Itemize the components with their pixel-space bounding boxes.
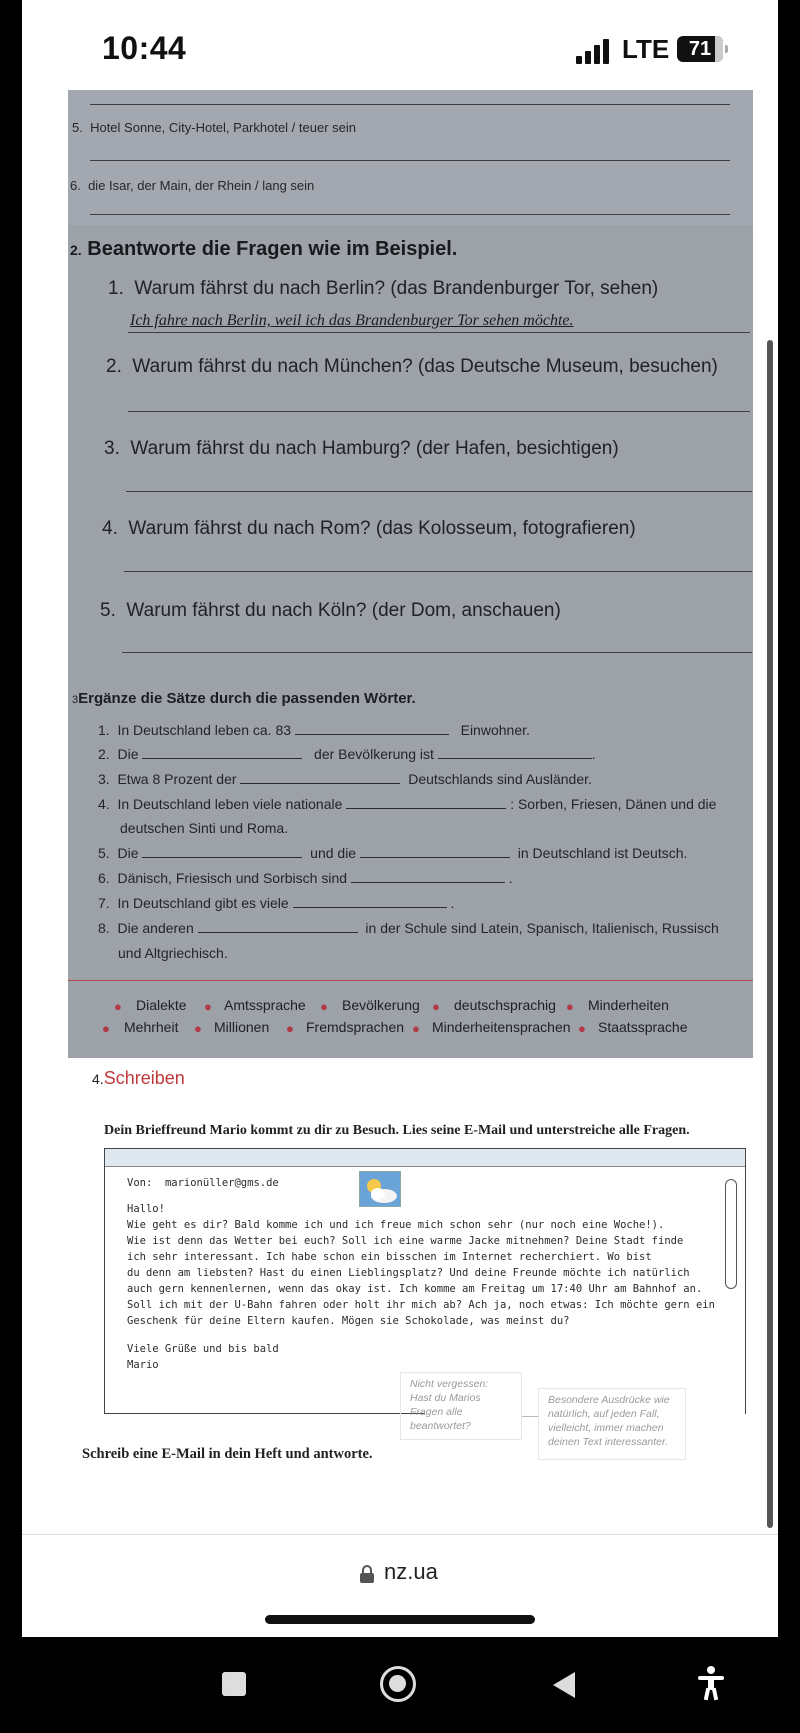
recents-button[interactable] [222, 1672, 246, 1696]
email-line: Hallo! [127, 1203, 165, 1215]
ex3-item-7: 7. In Deutschland gibt es viele . [98, 895, 455, 911]
battery-level: 71 [688, 38, 712, 60]
ex3-item-3: 3. Etwa 8 Prozent der Deutschlands sind Ausländer. [98, 771, 592, 787]
word-bank-item: Dialekte [136, 997, 187, 1013]
email-title-bar [105, 1149, 745, 1167]
ex1-item-6: 6. die Isar, der Main, der Rhein / lang sein [70, 178, 315, 193]
word-bank: ● Dialekte ● Amtssprache ● Bevölkerung ● deutschsprachig ● Minderheiten ● Mehrheit ● Millionen ● Fremdsprachen ● Minderheitensprachen ● Staatssprache [102, 997, 688, 1036]
ex3-item-2: 2. Die der Bevölkerung ist . [98, 746, 596, 762]
ex2-title: 2. Beantworte die Fragen wie im Beispiel. [70, 238, 458, 260]
ex3-item-4-cont: deutschen Sinti und Roma. [120, 820, 289, 836]
browser-screen: 10:44 LTE 71 5. Hotel Sonne, City-Hotel, Parkhotel / teuer sein 6. die Isar, der Main, der Rhein / lang sein 2. Beantworte die Fragen wie im Beispiel. 1. Warum fährst du nach Berlin? (das Brandenburger Tor, sehen) Ich fahre nach Berlin, weil ich das Brandenburger Tor sehen möchte. 2. Warum fährst du nach München? (das Deutsche Museum, besuchen) 3. Warum fährst du nach Hamburg? (der Hafen, besichtigen) 4. Warum fährst du nach Rom? (das Kolosseum, fotografieren) 5. Warum fährst du nach Köln? (der Dom, anschauen) 3Ergänze die Sätze durch die passenden Wörter. 1. In Deutschland leben ca. 83 Einwohner. 2. Die der Bevölkerung ist . 3. Etwa 8 Prozent der Deutschlands sind Ausländer. 4. In Deutschland leben viele nationale : Sorben, Friesen, Dänen und die deutschen Sinti und Roma. 5. Die und die in Deutschland ist Deutsch. 6. Dänisch, Friesisch und Sorbisch sind . 7. In Deutschland gibt es viele . 8. Die anderen in der Schule sind Latein, Spanisch, Italienisch, Russisch und Altgriechisch. ● Dialekte ● Amtssprache ● Bevölkerung ● deutschsprachig ● Minderheiten ● Mehrheit ● Millionen ● Fremdsprachen ● Minderheitensprachen ● Staatssprache 4.Schreiben Dein Brieffreund Mario kommt zu dir zu Besuch. Lies seine E-Mail und unterstreiche alle Fragen. Von: marionüller@gms.de Hallo! Wie geht es dir? Bald komme ich und ich freue mich schon sehr (nur noch eine Woche!). Wie ist denn das Wetter bei euch? Soll ich eine warme Jacke mitnehmen? Deine Stadt finde ich sehr interessant. Ich habe schon ein bisschen im Internet recherchiert. Wo bist du denn am liebsten? Hast du einen Lieblingsplatz? Und deine Freunde möchte ich natürlich auch gern kennenlernen, wenn das okay ist. Ich komme am Freitag um 17:40 Uhr am Bahnhof an. Soll ich mit der U-Bahn fahren oder holt ihr mich ab? Ach ja, noch etwas: Ich möchte gern ein Geschenk für deine Eltern kaufen. Mögen sie Schokolade, was meinst du? Viele Grüße und bis bald Mario Nicht vergessen: Hast du Marios Fragen alle beantwortet? Besondere Ausdrücke wie natürlich, auf jeden Fall, vielleicht, immer machen deinen Text interessanter. Schreib eine E-Mail in dein Heft und antworte. nz.ua [22, 0, 778, 1637]
word-bank-item: Millionen [214, 1019, 270, 1035]
ex3-item-8-cont: und Altgriechisch. [118, 945, 228, 961]
ex3-item-1: 1. In Deutschland leben ca. 83 Einwohner. [98, 722, 530, 738]
ex3-item-5: 5. Die und die in Deutschland ist Deutsch. [98, 845, 688, 861]
email-line: Wie geht es dir? Bald komme ich und ich freue mich schon sehr (nur noch eine Woche!). [127, 1219, 665, 1231]
word-bank-item: Bevölkerung [342, 997, 420, 1013]
ex3-item-8: 8. Die anderen in der Schule sind Latein, Spanisch, Italienisch, Russisch [98, 920, 719, 936]
word-bank-item: Mehrheit [124, 1019, 179, 1035]
lock-icon [360, 1565, 374, 1583]
email-line: ich sehr interessant. Ich habe schon ein bisschen im Internet recherchiert. Wo bist [127, 1251, 652, 1263]
ex3-item-6: 6. Dänisch, Friesisch und Sorbisch sind . [98, 870, 513, 886]
clock: 10:44 [102, 30, 187, 66]
weather-icon [359, 1171, 401, 1207]
email-line: Soll ich mit der U-Bahn fahren oder holt ihr mich ab? Ach ja, noch etwas: Ich möchte gern ein [127, 1299, 715, 1311]
back-button[interactable] [553, 1672, 575, 1698]
battery-icon [677, 36, 723, 62]
word-bank-item: Amtssprache [224, 997, 306, 1013]
ex2-example-answer: Ich fahre nach Berlin, weil ich das Brandenburger Tor sehen möchte. [130, 312, 574, 329]
word-bank-item: Staatssprache [598, 1019, 688, 1035]
email-closing: Viele Grüße und bis bald [127, 1343, 279, 1355]
email-line: Wie ist denn das Wetter bei euch? Soll ich eine warme Jacke mitnehmen? Deine Stadt finde [127, 1235, 684, 1247]
ex2-question-1: 1. Warum fährst du nach Berlin? (das Brandenburger Tor, sehen) [108, 278, 659, 299]
home-button[interactable] [380, 1666, 416, 1702]
home-indicator[interactable] [265, 1615, 535, 1624]
ex2-question-5: 5. Warum fährst du nach Köln? (der Dom, anschauen) [100, 600, 561, 621]
write-instruction: Schreib eine E-Mail in dein Heft und antworte. [82, 1446, 373, 1462]
network-type: LTE [622, 34, 670, 64]
page-scrollbar[interactable] [767, 340, 773, 1528]
email-line: Geschenk für deine Eltern kaufen. Mögen sie Schokolade, was meinst du? [127, 1315, 570, 1327]
email-signature: Mario [127, 1359, 159, 1371]
ex2-question-4: 4. Warum fährst du nach Rom? (das Kolosseum, fotografieren) [102, 518, 636, 539]
worksheet-photo [68, 90, 753, 1058]
url-text[interactable]: nz.ua [384, 1559, 438, 1584]
email-from: Von: marionüller@gms.de [127, 1177, 279, 1189]
email-line: du denn am liebsten? Hast du einen Lieblingsplatz? Und deine Freunde möchte ich natürlich [127, 1267, 690, 1279]
accessibility-icon[interactable] [698, 1666, 724, 1700]
word-bank-item: Minderheitensprachen [432, 1019, 571, 1035]
signal-icon [576, 38, 612, 64]
word-bank-item: Minderheiten [588, 997, 669, 1013]
ex3-title: 3Ergänze die Sätze durch die passenden Wörter. [72, 690, 416, 707]
ex2-question-3: 3. Warum fährst du nach Hamburg? (der Hafen, besichtigen) [104, 438, 619, 459]
status-bar [22, 0, 778, 90]
ex2-question-2: 2. Warum fährst du nach München? (das Deutsche Museum, besuchen) [106, 356, 718, 377]
email-line: auch gern kennenlernen, wenn das okay ist. Ich komme am Freitag um 17:40 Uhr am Bahnhof an. [127, 1283, 703, 1295]
ex3-item-4: 4. In Deutschland leben viele nationale : Sorben, Friesen, Dänen und die [98, 796, 717, 812]
word-bank-item: Fremdsprachen [306, 1019, 405, 1035]
browser-address-bar[interactable] [22, 1534, 778, 1637]
section4-title: 4.Schreiben [92, 1068, 185, 1088]
email-scrollbar[interactable] [725, 1179, 737, 1289]
word-bank-item: deutschsprachig [454, 997, 556, 1013]
word-bank-divider [68, 980, 753, 981]
email-instruction: Dein Brieffreund Mario kommt zu dir zu Besuch. Lies seine E-Mail und unterstreiche alle Fragen. [104, 1123, 690, 1138]
ex1-item-5: 5. Hotel Sonne, City-Hotel, Parkhotel / teuer sein [72, 120, 356, 135]
